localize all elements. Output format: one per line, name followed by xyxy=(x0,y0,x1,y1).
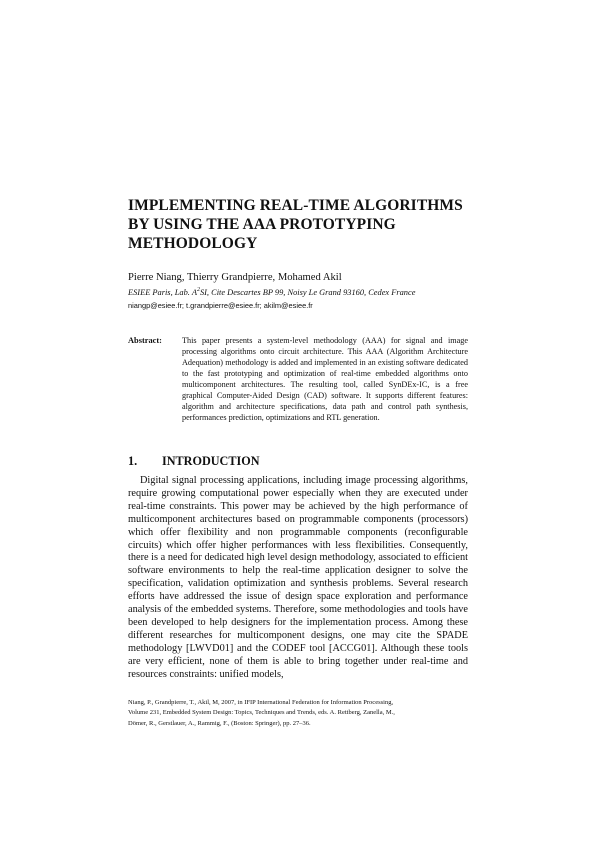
paper-title xyxy=(128,196,488,253)
abstract-label: Abstract: xyxy=(128,336,162,345)
affiliation-superscript: 2 xyxy=(196,287,200,293)
title-line: BY USING THE AAA PROTOTYPING xyxy=(128,216,396,233)
affiliation-suffix: SI, Cite Descartes BP 99, Noisy Le Grand 93160, Cedex France xyxy=(199,287,416,297)
affiliation-prefix: ESIEE Paris, Lab. A xyxy=(128,287,197,297)
affiliation xyxy=(128,287,415,297)
section-number: 1. xyxy=(128,454,138,468)
abstract-text: This paper presents a system-level methodology (AAA) for signal and image processing algorithms onto circuit architecture. This AAA (Algorithm Architecture Adequation) methodology is added and implemented in an existing software dedicated to the fast prototyping and optimization of real-time embedded algorithms onto multicomponent architectures. The resulting tool, called SynDEx-IC, is a free graphical Computer-Aided Design (CAD) software. It supports different features: algorithm and architecture specifications, data path and control path synthesis, performances prediction, optimizations and RTL generation. xyxy=(182,336,468,423)
title-line: IMPLEMENTING REAL-TIME ALGORITHMS xyxy=(128,197,463,214)
body-paragraph: Digital signal processing applications, including image processing algorithms, require growing computational power especially when they are executed under real-time constraints. This power may be achieved by the high performance of multicomponent architectures based on programmable components (processors) which offer flexibility and non programmable components (reconfigurable circuits) which offer higher performances with less flexibilities. Consequently, there is a need for dedicated high level design methodology, associated to efficient software environments to help the real-time application designer to solve the specification, validation optimization and synthesis problems. Several research efforts have addressed the issue of design space exploration and performance analysis of the embedded systems. Therefore, some methodologies and tools have been developed to help designers for the implementation process. Among these different researches for multicomponent designs, one may cite the SPADE methodology [LWVD01] and the CODEF tool [ACCG01]. Although these tools are very efficient, none of them is able to bring together under real-time and resources constraints: unified models, xyxy=(128,475,468,680)
footnote-line: Dömer, R., Gerstlauer, A., Rammig, F., (Boston: Springer), pp. 27–36. xyxy=(128,719,311,727)
authors: Pierre Niang, Thierry Grandpierre, Mohamed Akil xyxy=(128,272,342,283)
footnote xyxy=(128,698,473,729)
footnote-line: Niang, P., Grandpierre, T., Akil, M, 2007, in IFIP International Federation for Information Processing, xyxy=(128,699,394,706)
title-line: METHODOLOGY xyxy=(128,235,258,252)
section-title: INTRODUCTION xyxy=(162,454,260,468)
author-emails: niangp@esiee.fr; t.grandpierre@esiee.fr; akilm@esiee.fr xyxy=(128,301,313,310)
footnote-line: Volume 231, Embedded System Design: Topics, Techniques and Trends, eds. A. Rettberg, Zanella, M., xyxy=(128,709,395,717)
